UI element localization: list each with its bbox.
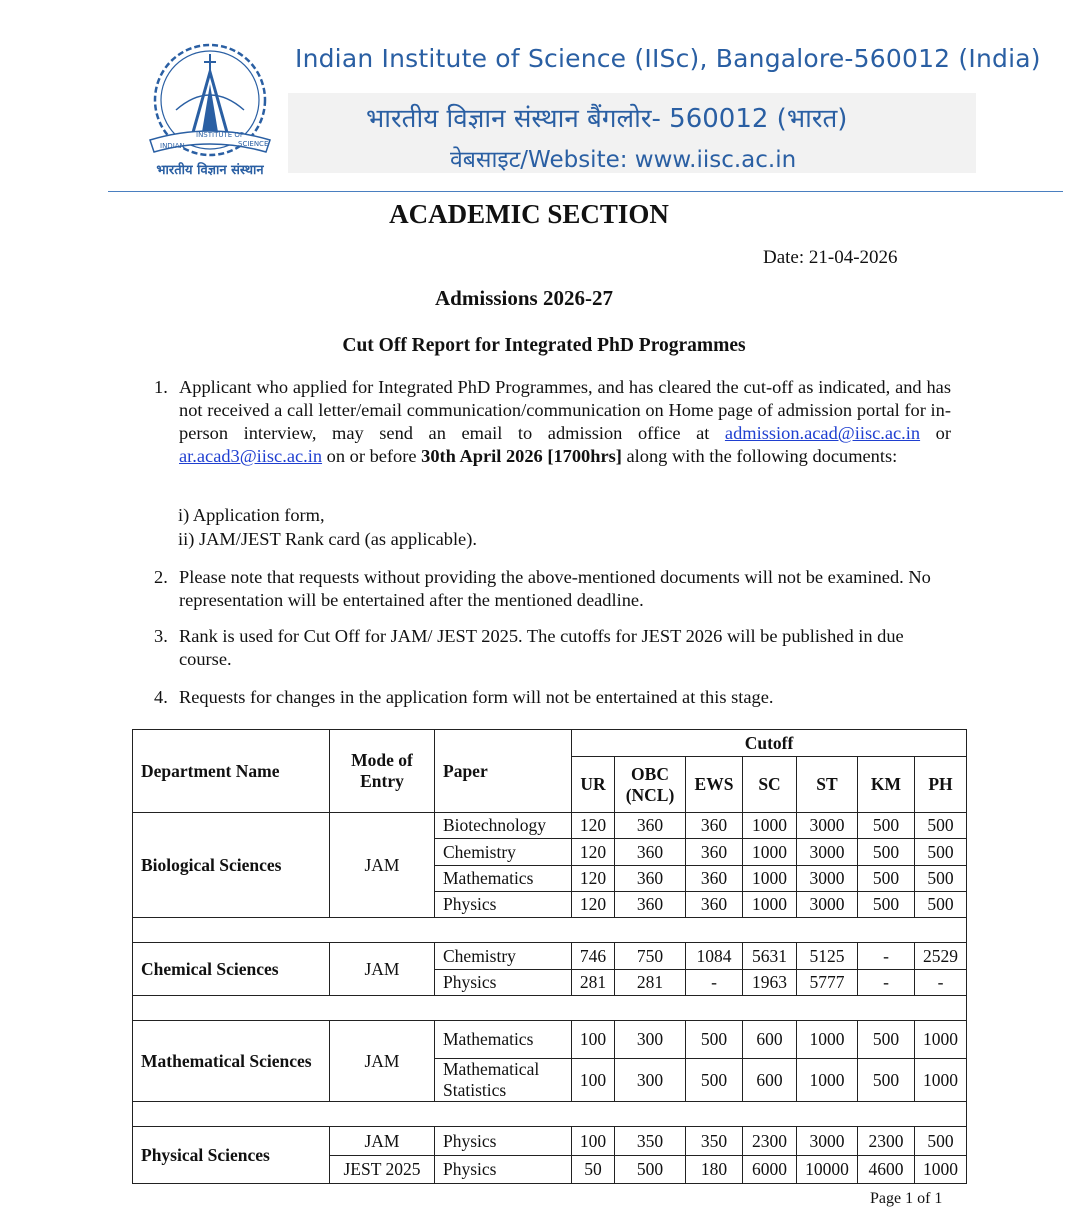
mode-cell: JAM [330, 1127, 435, 1156]
logo-caption: भारतीय विज्ञान संस्थान [156, 163, 264, 178]
cutoff-value-cell: 360 [686, 813, 743, 839]
cutoff-value-cell: 746 [572, 943, 615, 970]
header-department: Department Name [133, 730, 330, 813]
note-number: 3. [154, 626, 168, 646]
admission-email-link[interactable]: admission.acad@iisc.ac.in [724, 423, 921, 443]
cutoff-table [132, 729, 967, 1184]
admissions-title: Admissions 2026-27 [435, 286, 613, 310]
cutoff-value-cell: 300 [615, 1059, 686, 1102]
cutoff-value-cell: 500 [686, 1021, 743, 1059]
cutoff-value-cell: 500 [858, 892, 915, 918]
note-text-part: on or before [322, 446, 422, 466]
header-category: EWS [686, 757, 743, 813]
cutoff-value-cell: 281 [615, 970, 686, 996]
cutoff-value-cell: 180 [686, 1156, 743, 1184]
mode-cell: JEST 2025 [330, 1156, 435, 1184]
cutoff-value-cell: 360 [686, 866, 743, 892]
department-cell: Chemical Sciences [133, 943, 330, 996]
cutoff-value-cell: 500 [858, 866, 915, 892]
cutoff-value-cell: 1000 [743, 866, 797, 892]
header-category: PH [915, 757, 967, 813]
cutoff-value-cell: 1000 [743, 813, 797, 839]
paper-cell: Physics [435, 1127, 572, 1156]
header-category: SC [743, 757, 797, 813]
cutoff-value-cell: 360 [615, 866, 686, 892]
table-row [133, 813, 967, 839]
note-number: 2. [154, 567, 168, 587]
cutoff-value-cell: 2300 [858, 1127, 915, 1156]
paper-cell: Chemistry [435, 943, 572, 970]
cutoff-value-cell: 3000 [797, 839, 858, 866]
cutoff-value-cell: - [915, 970, 967, 996]
group-separator [133, 996, 967, 1021]
cutoff-value-cell: 750 [615, 943, 686, 970]
department-cell: Physical Sciences [133, 1127, 330, 1184]
cutoff-value-cell: 500 [858, 839, 915, 866]
note-text [179, 376, 951, 468]
cutoff-value-cell: 120 [572, 892, 615, 918]
paper-cell: Mathematical Statistics [435, 1059, 572, 1102]
logo-text-indian: INDIAN [160, 142, 185, 150]
cutoff-value-cell: 2300 [743, 1127, 797, 1156]
note-text-part: or [920, 423, 951, 443]
mode-cell: JAM [330, 943, 435, 996]
cutoff-value-cell: 1000 [797, 1059, 858, 1102]
cutoff-value-cell: 120 [572, 866, 615, 892]
cutoff-value-cell: 350 [615, 1127, 686, 1156]
paper-cell: Chemistry [435, 839, 572, 866]
cutoff-value-cell: 50 [572, 1156, 615, 1184]
note-number: 4. [154, 687, 168, 707]
department-cell: Biological Sciences [133, 813, 330, 918]
paper-cell: Physics [435, 1156, 572, 1184]
cutoff-value-cell: 1000 [797, 1021, 858, 1059]
cutoff-value-cell: - [858, 970, 915, 996]
cutoff-value-cell: - [858, 943, 915, 970]
cutoff-value-cell: 360 [615, 839, 686, 866]
table-row [133, 943, 967, 970]
cutoff-value-cell: 300 [615, 1021, 686, 1059]
note-text: Please note that requests without providing the above-mentioned documents will not be examined. No representation will be entertained after the mentioned deadline. [179, 567, 931, 610]
note-text-part: Applicant who applied for Integrated PhD Programmes, and has cleared the cut-off as indicated, and has not received a call letter/email communication/communication on Home page of admission portal for in-person interview, may send an email to admission office at [179, 377, 951, 443]
cutoff-value-cell: 500 [858, 1059, 915, 1102]
note-2 [154, 566, 951, 612]
cutoff-value-cell: 1084 [686, 943, 743, 970]
cutoff-value-cell: 5125 [797, 943, 858, 970]
document-item: ii) JAM/JEST Rank card (as applicable). [178, 529, 477, 549]
cutoff-value-cell: - [686, 970, 743, 996]
header-mode-of-entry: Mode of Entry [330, 730, 435, 813]
cutoff-value-cell: 500 [858, 1021, 915, 1059]
iisc-logo [140, 40, 280, 180]
note-number: 1. [154, 377, 168, 397]
header-category: OBC (NCL) [615, 757, 686, 813]
note-text: Requests for changes in the application form will not be entertained at this stage. [179, 687, 774, 707]
cutoff-value-cell: 500 [915, 892, 967, 918]
cutoff-value-cell: 360 [615, 813, 686, 839]
paper-cell: Biotechnology [435, 813, 572, 839]
notice-date: Date: 21-04-2026 [763, 247, 898, 268]
cutoff-value-cell: 360 [615, 892, 686, 918]
cutoff-value-cell: 1963 [743, 970, 797, 996]
cutoff-value-cell: 3000 [797, 813, 858, 839]
cutoff-value-cell: 3000 [797, 1127, 858, 1156]
cutoff-value-cell: 3000 [797, 866, 858, 892]
header-cutoff: Cutoff [572, 730, 967, 757]
note-text: Rank is used for Cut Off for JAM/ JEST 2025. The cutoffs for JEST 2026 will be published in due course. [179, 626, 904, 669]
cutoff-value-cell: 10000 [797, 1156, 858, 1184]
cutoff-value-cell: 500 [915, 813, 967, 839]
group-separator [133, 1102, 967, 1127]
section-title: ACADEMIC SECTION [389, 199, 669, 229]
cutoff-value-cell: 120 [572, 839, 615, 866]
mode-cell: JAM [330, 1021, 435, 1102]
header-category: UR [572, 757, 615, 813]
cutoff-value-cell: 120 [572, 813, 615, 839]
cutoff-value-cell: 600 [743, 1021, 797, 1059]
institute-website: वेबसाइट/Website: www.iisc.ac.in [450, 147, 797, 173]
cutoff-value-cell: 500 [686, 1059, 743, 1102]
department-cell: Mathematical Sciences [133, 1021, 330, 1102]
cutoff-value-cell: 500 [615, 1156, 686, 1184]
logo-text-institute: INSTITUTE OF [196, 131, 244, 139]
note-1 [154, 376, 951, 468]
cutoff-value-cell: 350 [686, 1127, 743, 1156]
cutoff-value-cell: 360 [686, 839, 743, 866]
note-3 [154, 625, 951, 671]
cutoff-value-cell: 1000 [743, 892, 797, 918]
cutoff-value-cell: 500 [915, 866, 967, 892]
institute-name-english: Indian Institute of Science (IISc), Bangalore-560012 (India) [295, 44, 1041, 73]
cutoff-value-cell: 1000 [915, 1021, 967, 1059]
cutoff-value-cell: 6000 [743, 1156, 797, 1184]
logo-text-science: SCIENCE [238, 140, 269, 148]
cutoff-value-cell: 1000 [743, 839, 797, 866]
cutoff-value-cell: 281 [572, 970, 615, 996]
paper-cell: Physics [435, 892, 572, 918]
header-category: KM [858, 757, 915, 813]
table-body [133, 813, 967, 1184]
cutoff-value-cell: 500 [858, 813, 915, 839]
paper-cell: Mathematics [435, 1021, 572, 1059]
paper-cell: Mathematics [435, 866, 572, 892]
header-category: ST [797, 757, 858, 813]
cutoff-value-cell: 1000 [915, 1059, 967, 1102]
note-4 [154, 686, 951, 709]
cutoff-value-cell: 500 [915, 1127, 967, 1156]
cutoff-value-cell: 4600 [858, 1156, 915, 1184]
deadline: 30th April 2026 [1700hrs] [421, 446, 622, 466]
cutoff-value-cell: 360 [686, 892, 743, 918]
cutoff-value-cell: 3000 [797, 892, 858, 918]
ar-acad3-email-link[interactable]: ar.acad3@iisc.ac.in [179, 446, 323, 466]
cutoff-value-cell: 2529 [915, 943, 967, 970]
table-row [133, 1021, 967, 1059]
paper-cell: Physics [435, 970, 572, 996]
header-paper: Paper [435, 730, 572, 813]
page-number: Page 1 of 1 [870, 1190, 943, 1207]
institute-name-hindi: भारतीय विज्ञान संस्थान बैंगलोर- 560012 (भारत) [366, 104, 848, 134]
letterhead-divider [108, 191, 1063, 192]
group-separator [133, 918, 967, 943]
cutoff-value-cell: 500 [915, 839, 967, 866]
cutoff-value-cell: 1000 [915, 1156, 967, 1184]
cutoff-value-cell: 600 [743, 1059, 797, 1102]
note-text-part: along with the following documents: [621, 446, 898, 466]
cutoff-value-cell: 100 [572, 1021, 615, 1059]
report-title: Cut Off Report for Integrated PhD Programmes [342, 335, 746, 356]
cutoff-value-cell: 5777 [797, 970, 858, 996]
cutoff-value-cell: 100 [572, 1059, 615, 1102]
mode-cell: JAM [330, 813, 435, 918]
separator-cell [133, 996, 967, 1021]
separator-cell [133, 1102, 967, 1127]
cutoff-value-cell: 5631 [743, 943, 797, 970]
table-row [133, 1127, 967, 1156]
separator-cell [133, 918, 967, 943]
document-item: i) Application form, [178, 505, 325, 525]
cutoff-value-cell: 100 [572, 1127, 615, 1156]
